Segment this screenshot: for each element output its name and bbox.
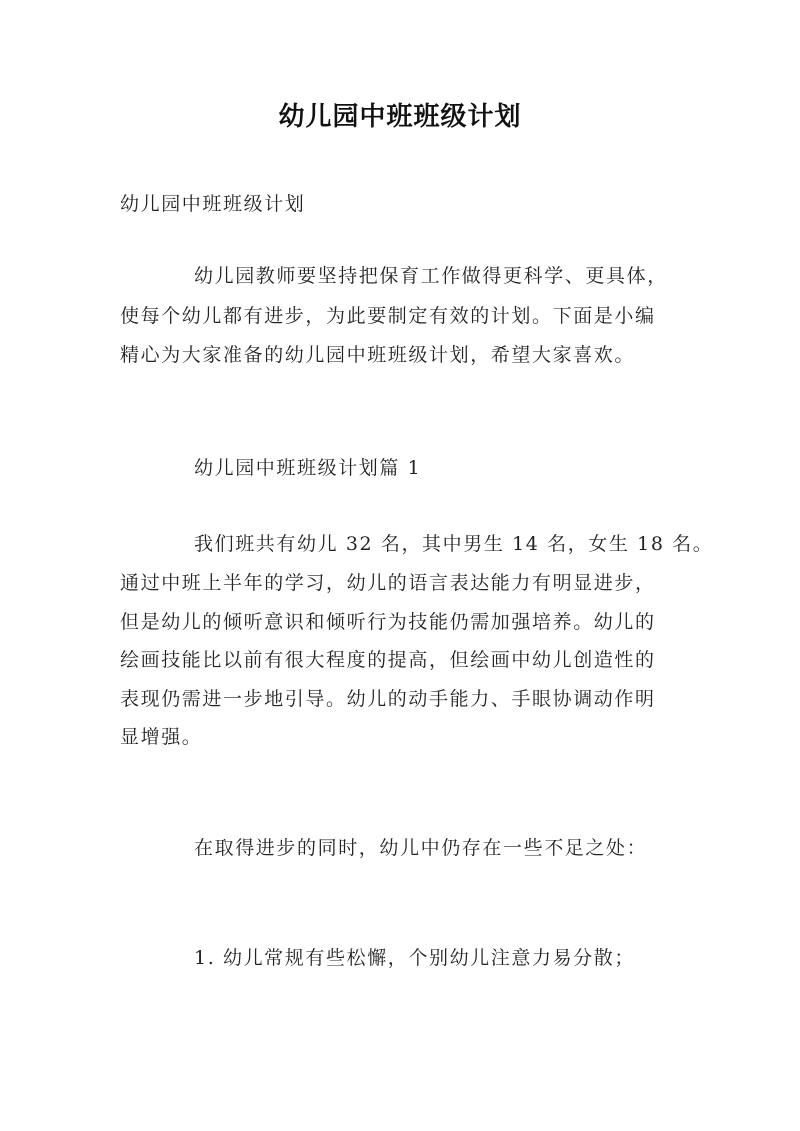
paragraph-line: 我们班共有幼儿 32 名，其中男生 14 名，女生 18 名。	[194, 533, 714, 555]
list-item: 1. 幼儿常规有些松懈，个别幼儿注意力易分散；	[194, 947, 635, 969]
paragraph-line: 表现仍需进一步地引导。幼儿的动手能力、手眼协调动作明	[120, 688, 656, 710]
paragraph-line: 绘画技能比以前有很大程度的提高，但绘画中幼儿创造性的	[120, 649, 656, 671]
paragraph-line: 但是幼儿的倾听意识和倾听行为技能仍需加强培养。幼儿的	[120, 611, 656, 633]
paragraph-line: 显增强。	[120, 726, 203, 748]
intro-line: 使每个幼儿都有进步，为此要制定有效的计划。下面是小编	[120, 305, 656, 327]
intro-line: 精心为大家准备的幼儿园中班班级计划，希望大家喜欢。	[120, 344, 636, 366]
paragraph-line: 通过中班上半年的学习，幼儿的语言表达能力有明显进步，	[120, 572, 656, 594]
paragraph-line: 在取得进步的同时，幼儿中仍存在一些不足之处：	[194, 837, 648, 859]
intro-line: 幼儿园教师要坚持把保育工作做得更科学、更具体，	[194, 265, 668, 287]
document-title: 幼儿园中班班级计划	[278, 102, 522, 132]
document-subtitle: 幼儿园中班班级计划	[120, 193, 306, 215]
section-heading: 幼儿园中班班级计划篇 1	[194, 457, 422, 479]
